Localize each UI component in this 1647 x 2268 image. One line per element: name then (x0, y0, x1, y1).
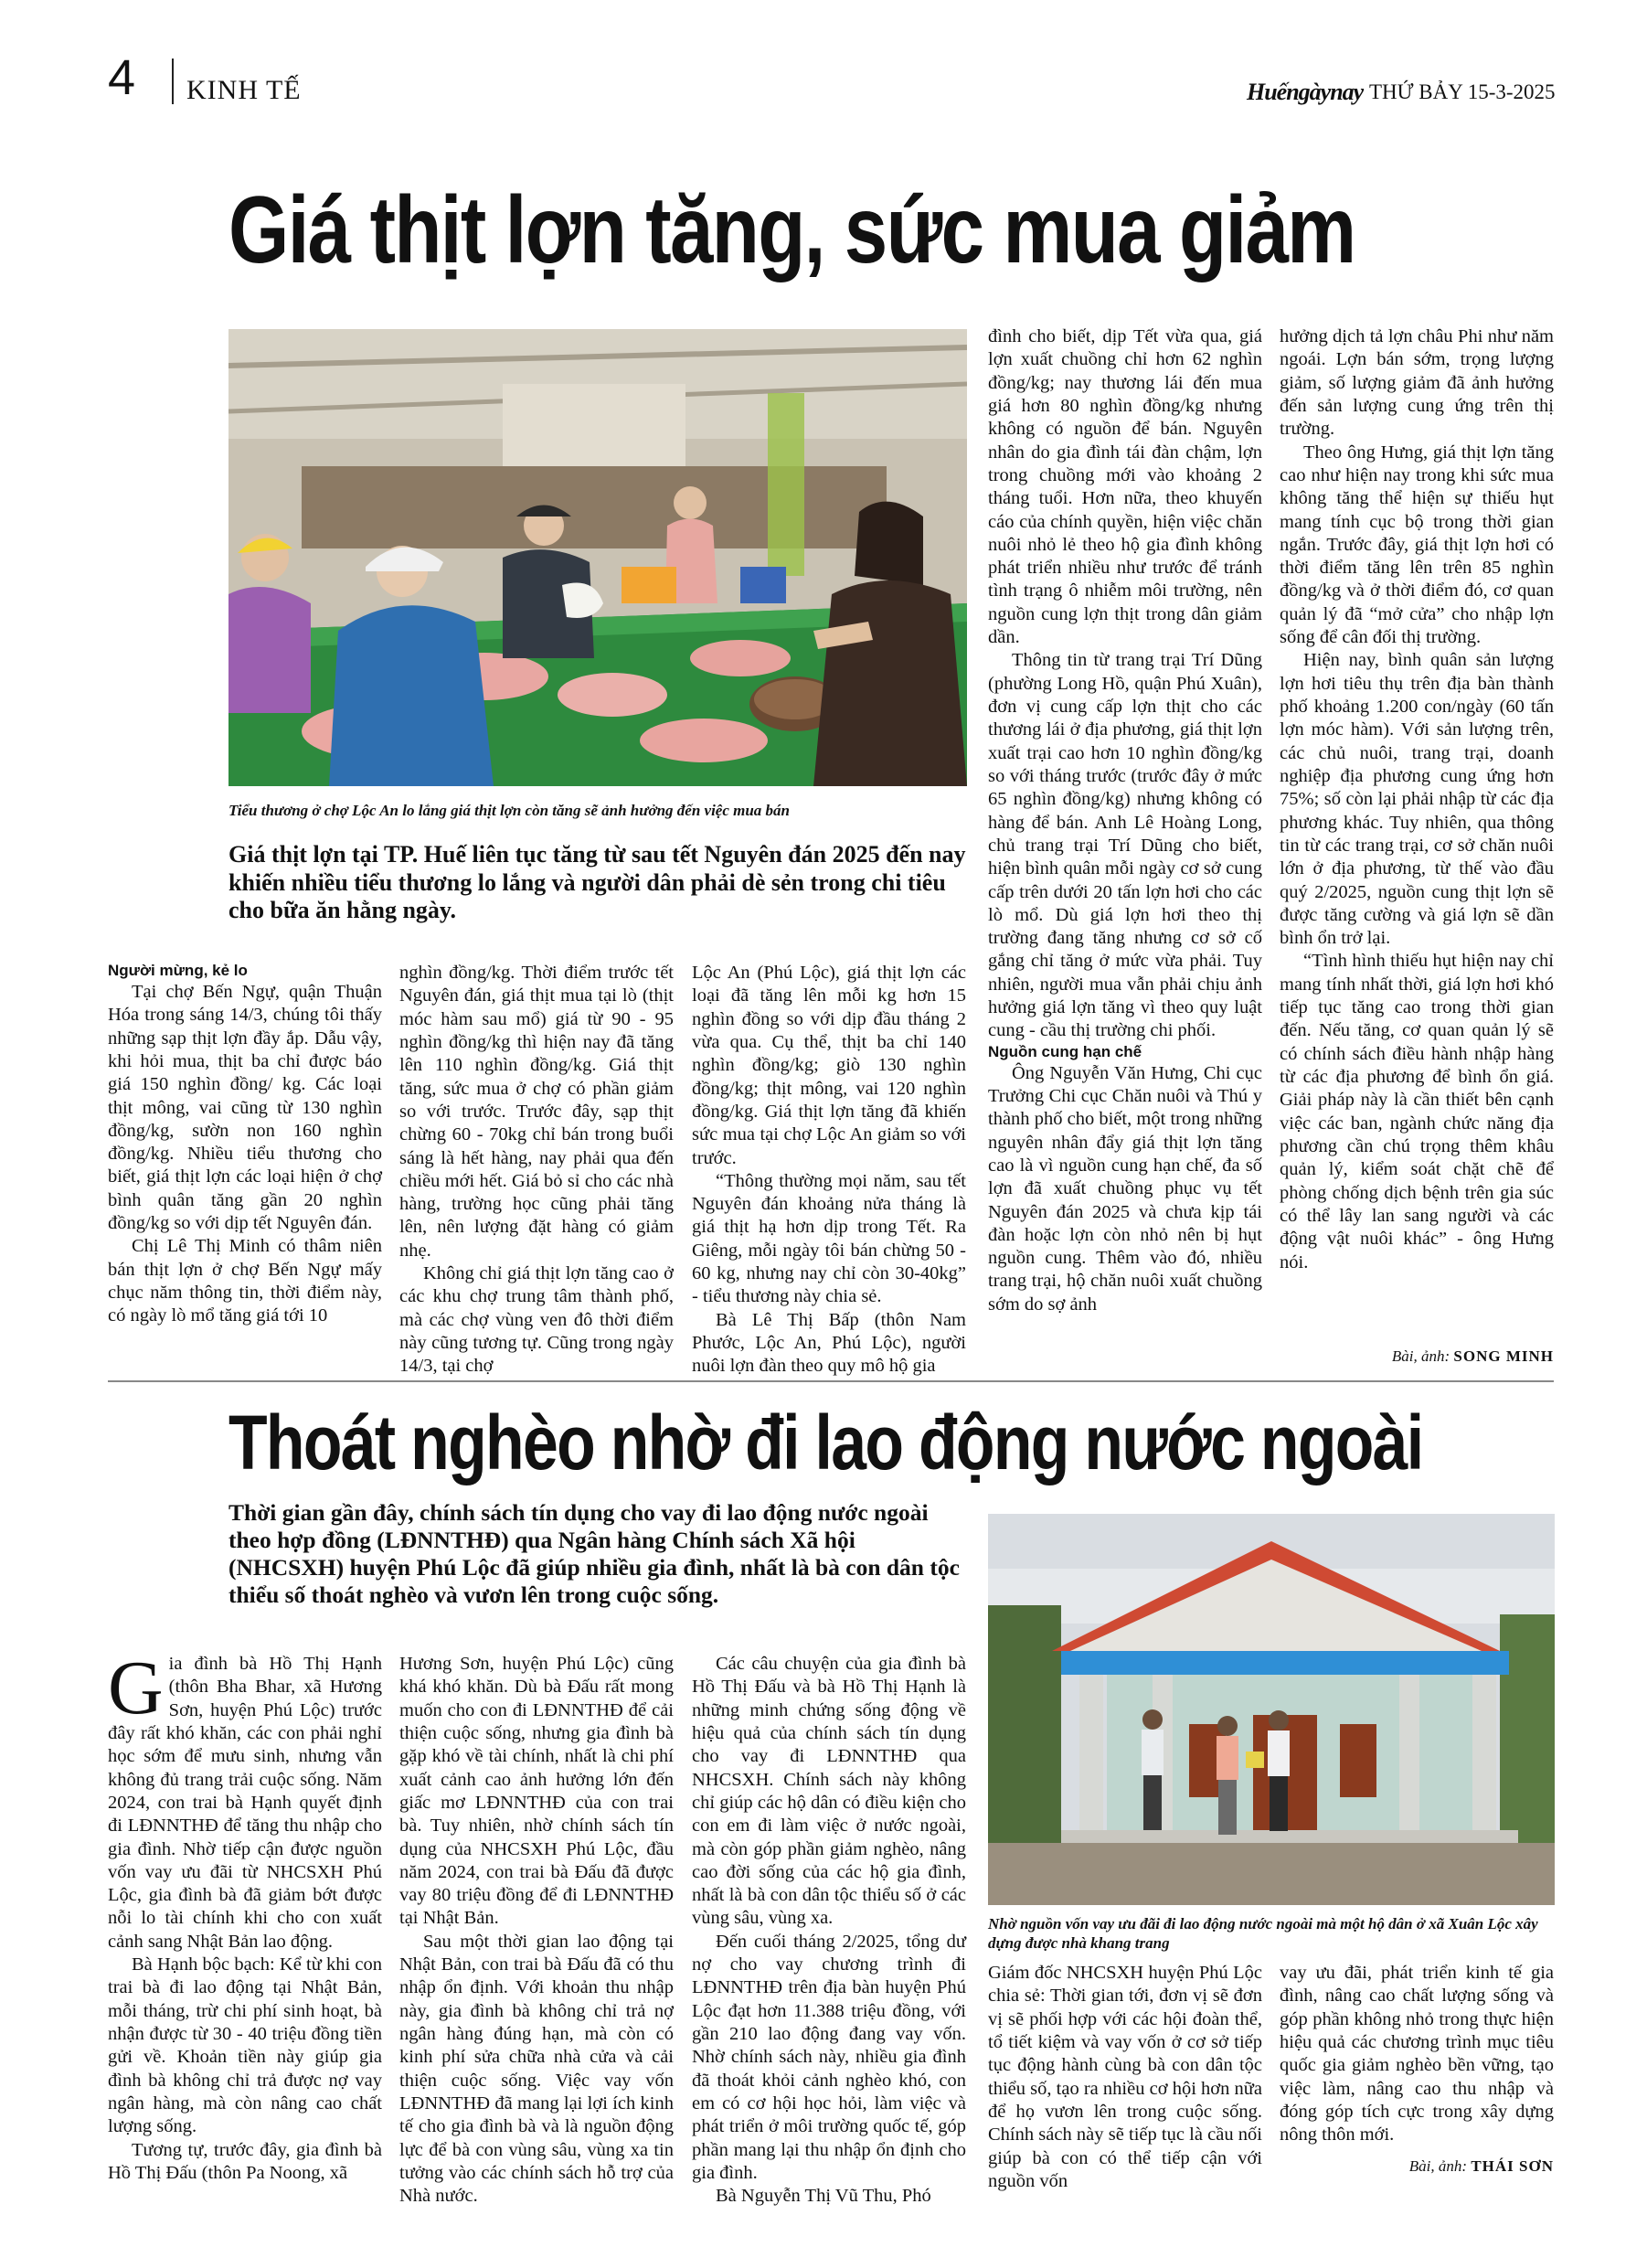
paragraph: Không chỉ giá thịt lợn tăng cao ở các khu chợ trung tâm thành phố, mà các chợ vùng ven đô thời điểm này cũng tương tự. Cũng trong ngày 14/3, tại chợ (399, 1263, 674, 1377)
paragraph: Các câu chuyện của gia đình bà Hồ Thị Đấu và bà Hồ Thị Hạnh là những minh chứng sống động về hiệu quả của chính sách tín dụng cho vay đi LĐNNTHĐ qua NHCSXH. Chính sách này không chỉ giúp các hộ dân có điều kiện cho con em đi làm việc ở nước ngoài, mà còn góp phần giảm nghèo, nâng cao đời sống của các hộ gia đình, nhất là bà con dân tộc thiểu số ở các vùng sâu, vùng xa. (692, 1654, 966, 1929)
article1-column-1 (108, 962, 382, 1328)
paragraph-text: ia đình bà Hồ Thị Hạnh (thôn Bha Bhar, xã Hương Sơn, huyện Phú Lộc) trước đây rất khó khăn, các con phải nghỉ học sớm để mưu sinh, nhưng vẫn không đủ trang trải cuộc sống. Năm 2024, con trai bà Hạnh quyết định đi LĐNNTHĐ để tăng thu nhập cho gia đình. Nhờ tiếp cận được nguồn vốn vay ưu đãi từ NHCSXH Phú Lộc, gia đình bà đã giảm bớt được nỗi lo tài chính khi cho con xuất cảnh sang Nhật Bản lao động. (108, 1654, 382, 1952)
masthead-logo: Huếngàynay (1247, 79, 1364, 105)
subheading-nguoi-mung: Người mừng, kẻ lo (108, 962, 248, 979)
subheading-nguon-cung: Nguồn cung hạn chế (988, 1042, 1142, 1060)
paragraph: Bà Nguyễn Thị Vũ Thu, Phó (716, 2186, 931, 2207)
article2-lead: Thời gian gần đây, chính sách tín dụng cho vay đi lao động nước ngoài theo hợp đồng (LĐNNTHĐ) qua Ngân hàng Chính sách Xã hội (NHCSXH) huyện Phú Lộc đã giúp nhiều gia đình, nhất là bà con dân tộc thiểu số thoát nghèo và vươn lên trong cuộc sống. (228, 1499, 960, 1609)
paragraph: Hương Sơn, huyện Phú Lộc) cũng khá khó khăn. Dù bà Đấu rất mong muốn cho con đi LĐNNTHĐ để cải thiện cuộc sống, nhưng gia đình bà gặp khó về tài chính, nhất là chi phí xuất cảnh cao ảnh hưởng lớn đến giấc mơ LĐNNTHĐ của con trai bà. Tuy nhiên, nhờ chính sách tín dụng của NHCSXH Phú Lộc, đầu năm 2024, con trai bà Đấu đã được vay 80 triệu đồng để đi LĐNNTHĐ tại Nhật Bản. (399, 1654, 674, 1929)
article2-column-2 (399, 1653, 674, 2209)
article1-column-4 (988, 325, 1262, 1316)
paragraph: Lộc An (Phú Lộc), giá thịt lợn các loại đã tăng lên mỗi kg hơn 15 nghìn đồng so với dịp đầu tháng 2 vừa qua. Cụ thể, thịt ba chỉ 140 nghìn đồng/kg; giò 130 nghìn đồng/kg; thịt mông, vai 120 nghìn đồng/kg. Giá thịt lợn tăng đã khiến sức mua tại chợ Lộc An giảm so với trước. (692, 963, 966, 1168)
paragraph: Theo ông Hưng, giá thịt lợn tăng cao như hiện nay trong khi sức mua không tăng thể hiện sự thiếu hụt mang tính cục bộ trong thời gian ngắn. Trước đây, giá thịt lợn hơi có thời điểm tăng lên trên 85 nghìn đồng/kg và ở thời điểm đó, cơ quan quản lý đã “mở cửa” cho nhập lợn sống để cân đối thị trường. (1280, 442, 1554, 648)
page-number: 4 (108, 50, 136, 105)
article2-column-5 (1280, 1962, 1554, 2147)
paragraph: Ông Nguyễn Văn Hưng, Chi cục Trưởng Chi cục Chăn nuôi và Thú y thành phố cho biết, một trong những nguyên nhân đẩy giá thịt lợn tăng cao là vì nguồn cung hạn chế, đa số lợn đã xuất chuồng phục vụ tết Nguyên đán 2025 và chưa kịp tái đàn hoặc lợn còn nhỏ nên bị hụt nguồn cung. Thêm vào đó, nhiều trang trại, hộ chăn nuôi xuất chuồng sớm do sợ ảnh (988, 1062, 1262, 1315)
article2-byline (1280, 2157, 1554, 2176)
article1-column-5 (1280, 325, 1554, 1274)
byline-label: Bài, ảnh: (1391, 1347, 1450, 1365)
paragraph: Thông tin từ trang trại Trí Dũng (phường Long Hồ, quận Phú Xuân), đơn vị cung cấp lợn thịt cho các thương lái ở địa phương, giá thịt lợn xuất trại cao hơn 10 nghìn đồng/kg so với tháng trước (trước đây ở mức 65 nghìn đồng/kg) nhưng không có hàng để bán. Anh Lê Hoàng Long, chủ trang trại Trí Dũng cho biết, hiện bình quân mỗi ngày cơ sở cung cấp trên dưới 20 tấn lợn hơi cho các lò mổ. Dù giá lợn hơi theo thị trường đang tăng nhưng cơ sở cố gắng chỉ tăng ở mức vừa phải. Tuy nhiên, người mua vẫn phải chịu ảnh hưởng giá lợn tăng vì theo quy luật cung - cầu thị trường chi phối. (988, 650, 1262, 1041)
paragraph: Tại chợ Bến Ngự, quận Thuận Hóa trong sáng 14/3, chúng tôi thấy những sạp thịt lợn đầy ắp. Dẫu vậy, khi hỏi mua, thịt ba chỉ được báo giá 150 nghìn đồng/ kg. Các loại thịt mông, vai cũng từ 130 nghìn đồng/kg, sườn non 160 nghìn đồng/kg. Nhiều tiểu thương cho biết, giá thịt lợn các loại hiện ở chợ bình quân tăng gần 20 nghìn đồng/kg so với dịp tết Nguyên đán. (108, 981, 382, 1234)
paragraph: Chị Lê Thị Minh có thâm niên bán thịt lợn ở chợ Bến Ngự mấy chục năm thông tin, thời điểm này, có ngày lò mổ tăng giá tới 10 (108, 1236, 382, 1326)
article1-column-2 (399, 962, 674, 1379)
byline-author: THÁI SƠN (1471, 2157, 1554, 2175)
article1-column-3 (692, 962, 966, 1379)
house-photo-caption: Nhờ nguồn vốn vay ưu đãi đi lao động nước ngoài mà một hộ dân ở xã Xuân Lộc xây dựng được nhà khang trang (988, 1915, 1538, 1953)
paragraph: Đến cuối tháng 2/2025, tổng dư nợ cho vay chương trình đi LĐNNTHĐ trên địa bàn huyện Phú Lộc đạt hơn 11.388 triệu đồng, với gần 210 lao động đang vay vốn. Nhờ chính sách này, nhiều gia đình đã thoát khỏi cảnh nghèo khó, con em có cơ hội học hỏi, làm việc và phát triển ở môi trường quốc tế, góp phần mang lại thu nhập ổn định cho gia đình. (692, 1931, 966, 2183)
article2-column-1 (108, 1645, 382, 2185)
issue-date: THỨ BẢY 15-3-2025 (1369, 80, 1556, 103)
paragraph: Bà Hạnh bộc bạch: Kể từ khi con trai bà đi lao động tại Nhật Bản, mỗi tháng, trừ chi phí sinh hoạt, bà nhận được từ 30 - 40 triệu đồng tiền gửi về. Khoản tiền này giúp gia đình bà không chỉ trả được nợ vay ngân hàng, mà còn nâng cao chất lượng sống. (108, 1954, 382, 2137)
drop-cap: G (108, 1645, 164, 1730)
house-photo (988, 1514, 1555, 1905)
article2-column-3 (692, 1653, 966, 2209)
article-divider (108, 1380, 1554, 1382)
paragraph: Sau một thời gian lao động tại Nhật Bản, con trai bà Đấu đã có thu nhập ổn định. Với khoản thu nhập này, gia đình bà không chỉ trả nợ ngân hàng đúng hạn, mà còn có kinh phí sửa chữa nhà cửa và cải thiện cuộc sống. Việc vay vốn LĐNNTHĐ đã mang lại lợi ích kinh tế cho gia đình bà và là nguồn động lực để bà con vùng sâu, vùng xa tin tưởng vào các chính sách hỗ trợ của Nhà nước. (399, 1931, 674, 2207)
paragraph: “Thông thường mọi năm, sau tết Nguyên đán khoảng nửa tháng là giá thịt hạ hơn dịp trong Tết. Ra Giêng, mỗi ngày tôi bán chừng 50 - 60 kg, nhưng nay chỉ còn 30-40kg” - tiểu thương này chia sẻ. (692, 1170, 966, 1307)
header-divider (172, 59, 174, 104)
article1-lead: Giá thịt lợn tại TP. Huế liên tục tăng từ sau tết Nguyên đán 2025 đến nay khiến nhiều tiểu thương lo lắng và người dân phải dè sẻn trong chi tiêu cho bữa ăn hằng ngày. (228, 841, 966, 924)
paragraph: Bà Lê Thị Bấp (thôn Nam Phước, Lộc An, Phú Lộc), người nuôi lợn đàn theo quy mô hộ gia (692, 1309, 966, 1377)
paragraph: nghìn đồng/kg. Thời điểm trước tết Nguyên đán, giá thịt mua tại lò (thịt móc hàm sau mổ) giá từ 90 - 95 nghìn đồng/kg thì hiện nay đã tăng lên 110 nghìn đồng/kg. Giá thịt tăng, sức mua ở chợ có phần giảm so với trước. Trước đây, sạp thịt chừng 60 - 70kg chỉ bán trong buổi sáng là hết hàng, nay phải qua đến chiều mới hết. Giá bỏ sỉ cho các nhà hàng, trường học cũng phải tăng lên, nên lượng đặt hàng có giảm nhẹ. (399, 963, 674, 1261)
paragraph: đình cho biết, dịp Tết vừa qua, giá lợn xuất chuồng chỉ hơn 62 nghìn đồng/kg; nay thương lái đến mua giá hơn 80 nghìn đồng/kg nhưng không có nguồn để bán. Nguyên nhân do gia đình tái đàn chậm, lợn trong chuồng mới vào khoảng 2 tháng tuổi. Hơn nữa, theo khuyến cáo của chính quyền, hiện việc chăn nuôi nhỏ lẻ theo hộ gia đình không phát triển nhiều như trước để tránh tình trạng ô nhiễm môi trường, nên nguồn cung lợn thịt trong dân giảm dần. (988, 326, 1262, 648)
byline-label: Bài, ảnh: (1408, 2157, 1468, 2175)
article1-byline (1280, 1347, 1554, 1366)
paragraph: Hiện nay, bình quân sản lượng lợn hơi tiêu thụ trên địa bàn thành phố khoảng 1.200 con/ngày (60 tấn lợn móc hàm). Với sản lượng trên, các chủ nuôi, trang trại, doanh nghiệp địa phương cung ứng hơn 75%; số còn lại phải nhập từ các địa phương khác. Tuy nhiên, qua thông tin từ các trang trại, cơ sở chăn nuôi lớn ở địa phương, từ thế vào đầu quý 2/2025, nguồn cung thịt lợn sẽ được tăng cường và giá lợn sẽ dần bình ổn trở lại. (1280, 650, 1554, 949)
section-title: KINH TẾ (186, 75, 302, 105)
byline-author: SONG MINH (1453, 1347, 1554, 1365)
paragraph (108, 1645, 382, 1954)
paragraph: Giám đốc NHCSXH huyện Phú Lộc chia sẻ: Thời gian tới, đơn vị sẽ đơn vị sẽ phối hợp với các hội đoàn thể, tổ tiết kiệm và vay vốn ở cơ sở tiếp tục động hành cùng bà con dân tộc thiểu số, tạo ra nhiều cơ hội hơn nữa để họ vươn lên trong cuộc sống. Chính sách này sẽ tiếp tục là cầu nối giúp bà con có thể tiếp cận với nguồn vốn (988, 1963, 1262, 2191)
paragraph: vay ưu đãi, phát triển kinh tế gia đình, nâng cao chất lượng sống và góp phần không nhỏ trong thực hiện hiệu quả các chương trình mục tiêu quốc gia giảm nghèo bền vững, tạo việc làm, nâng cao thu nhập và đóng góp tích cực trong xây dựng nông thôn mới. (1280, 1963, 1554, 2146)
article2-column-4 (988, 1962, 1262, 2193)
article1-headline: Giá thịt lợn tăng, sức mua giảm (228, 177, 1355, 283)
paragraph: hưởng dịch tả lợn châu Phi như năm ngoái. Lợn bán sớm, trọng lượng giảm, số lượng giảm đã ảnh hưởng đến sản lượng cung ứng trên thị trường. (1280, 326, 1554, 440)
paragraph: Tương tự, trước đây, gia đình bà Hồ Thị Đấu (thôn Pa Noong, xã (108, 2139, 382, 2183)
market-photo-caption: Tiểu thương ở chợ Lộc An lo lắng giá thịt lợn còn tăng sẽ ảnh hưởng đến việc mua bán (228, 802, 791, 819)
article2-headline: Thoát nghèo nhờ đi lao động nước ngoài (228, 1400, 1423, 1485)
market-photo (228, 329, 967, 786)
paragraph: “Tình hình thiếu hụt hiện nay chỉ mang tính nhất thời, giá lợn hơi khó tiếp tục tăng cao trong thời gian đến. Nếu tăng, cơ quan quản lý sẽ có chính sách điều hành nhập hàng từ các địa phương để bình ổn giá. Giải pháp này là cần thiết bên cạnh việc các ban, ngành chức năng địa phương cần chú trọng thêm khâu quản lý, kiểm soát chặt chẽ để phòng chống dịch bệnh trên gia súc có thể lây lan sang người và các động vật nuôi khác” - ông Hưng nói. (1280, 951, 1554, 1272)
